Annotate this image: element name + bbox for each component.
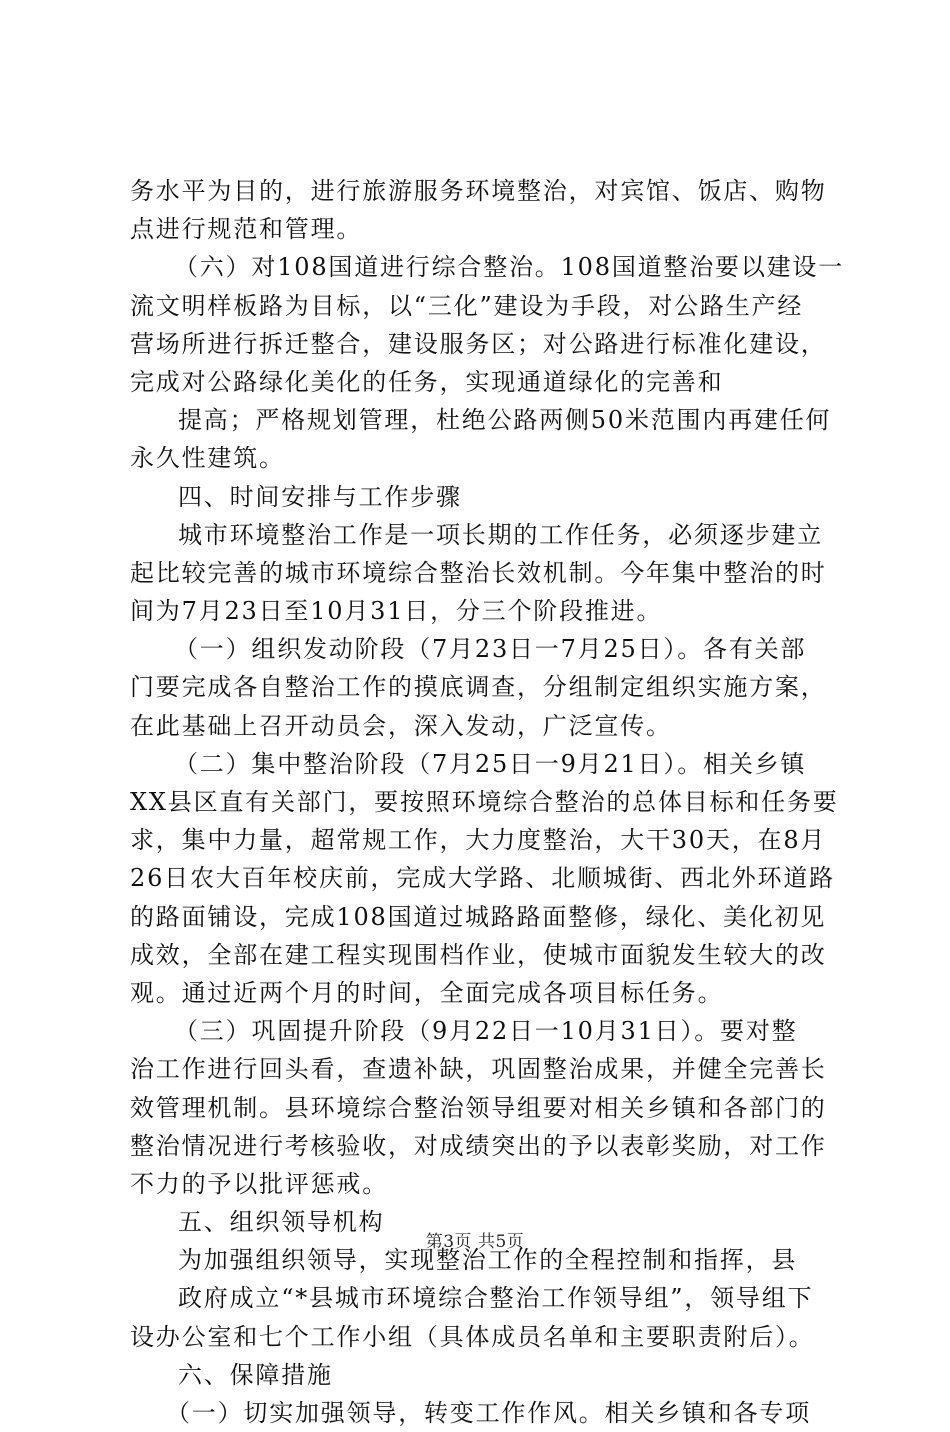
text-line: （一）组织发动阶段（7月23日一7月25日）。各有关部: [174, 635, 807, 664]
text-line: （一）切实加强领导，转变工作作风。相关乡镇和各专项: [166, 1399, 811, 1427]
text-line: 政府成立“*县城市环境综合整治工作领导组”，领导组下: [178, 1284, 814, 1313]
text-line: 完成对公路绿化美化的任务，实现通道绿化的完善和: [130, 367, 724, 396]
text-line: （六）对108国道进行综合整治。108国道整治要以建设一: [174, 253, 845, 282]
section-heading: 五、组织领导机构: [178, 1208, 385, 1237]
text-line: 不力的予以批评惩戒。: [130, 1169, 388, 1198]
text-line: 26日农大百年校庆前，完成大学路、北顺城街、西北外环道路: [130, 864, 835, 893]
text-line: 效管理机制。县环境综合整治领导组要对相关乡镇和各部门的: [130, 1093, 827, 1122]
text-line: XX县区直有关部门，要按照环境综合整治的总体目标和任务要: [130, 788, 839, 816]
text-line: 点进行规范和管理。: [130, 215, 363, 244]
section-heading: 六、保障措施: [178, 1360, 333, 1389]
text-line: 门要完成各自整治工作的摸底调查，分组制定组织实施方案，: [130, 673, 827, 702]
text-line: （二）集中整治阶段（7月25日一9月21日）。相关乡镇: [174, 749, 807, 778]
text-line: 流文明样板路为目标，以“三化”建设为手段，对公路生产经: [130, 291, 804, 320]
text-line: 的路面铺设，完成108国道过城路路面整修，绿化、美化初见: [130, 902, 827, 931]
text-line: 求，集中力量，超常规工作，大力度整治，大干30天，在8月: [130, 826, 827, 855]
text-line: 设办公室和七个工作小组（具体成员名单和主要职责附后）。: [130, 1322, 815, 1351]
page-number-footer: 第3页 共5页: [425, 1232, 525, 1252]
text-line: 提高；严格规划管理，杜绝公路两侧50米范围内再建任何: [178, 406, 832, 435]
text-line: 为加强组织领导，实现整治工作的全程控制和指挥，县: [178, 1246, 798, 1275]
text-line: 治工作进行回头看，查遗补缺，巩固整治成果，并健全完善长: [130, 1055, 827, 1084]
text-line: 起比较完善的城市环境综合整治长效机制。今年集中整治的时: [130, 558, 827, 587]
text-line: 营场所进行拆迁整合，建设服务区；对公路进行标准化建设，: [130, 329, 827, 358]
text-line: 在此基础上召开动员会，深入发动，广泛宣传。: [130, 711, 672, 740]
text-line: 整治情况进行考核验收，对成绩突出的予以表彰奖励，对工作: [130, 1131, 827, 1160]
text-line: 永久性建筑。: [130, 444, 285, 473]
text-line: 城市环境整治工作是一项长期的工作任务，必须逐步建立: [178, 520, 823, 549]
text-line: 观。通过近两个月的时间，全面完成各项目标任务。: [130, 978, 724, 1007]
text-line: 成效，全部在建工程实现围档作业，使城市面貌发生较大的改: [130, 940, 827, 969]
section-heading: 四、时间安排与工作步骤: [178, 482, 462, 511]
text-line: 间为7月23日至10月31日，分三个阶段推进。: [130, 597, 663, 626]
text-line: 务水平为目的，进行旅游服务环境整治，对宾馆、饭店、购物: [130, 177, 827, 205]
text-line: （三）巩固提升阶段（9月22日一10月31日）。要对整: [174, 1017, 798, 1046]
